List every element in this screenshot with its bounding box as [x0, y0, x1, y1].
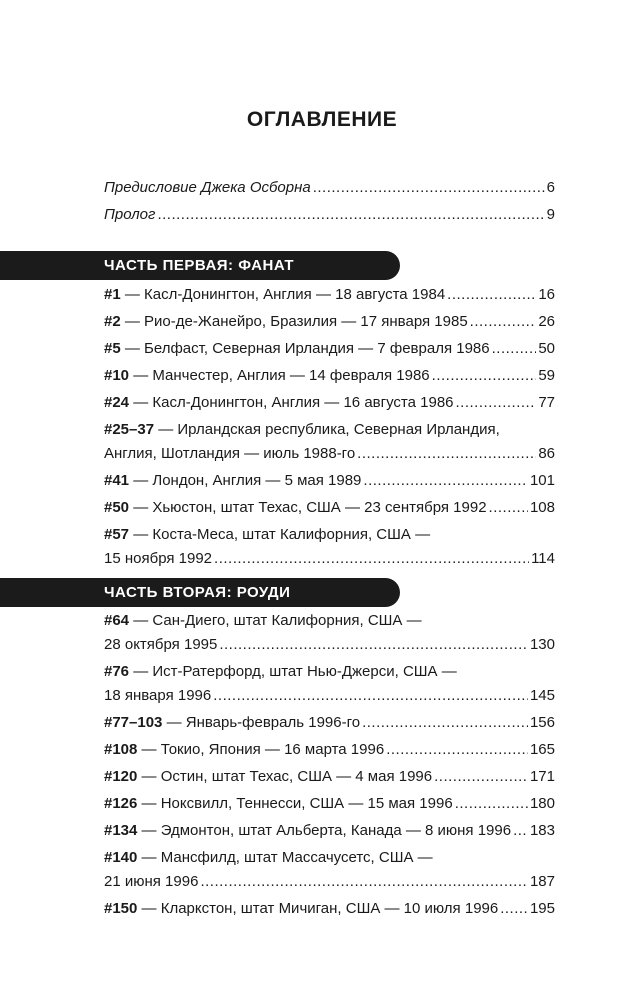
toc-entry-row	[104, 337, 555, 361]
toc-entry	[104, 897, 555, 921]
entry-title: — Лондон, Англия — 5 мая 1989	[129, 472, 362, 489]
page-number: 6	[546, 179, 555, 196]
chapter-number: #2	[104, 313, 121, 330]
toc-entry	[104, 609, 555, 657]
part-heading-bar	[0, 251, 400, 280]
toc-entry	[104, 418, 555, 466]
entry-title: — Коста-Меса, штат Калифорния, США —	[129, 526, 431, 543]
entry-title-continued: 18 января 1996	[104, 687, 212, 704]
toc-entry-row	[104, 633, 555, 657]
entry-text	[104, 496, 487, 520]
toc-entry-row	[104, 364, 555, 388]
entry-title-continued: 21 июня 1996	[104, 873, 199, 890]
dot-leader	[513, 819, 528, 843]
toc-entry-first-line	[104, 609, 555, 633]
chapter-number: #76	[104, 663, 130, 680]
part-heading: ЧАСТЬ ПЕРВАЯ: ФАНАТ	[104, 257, 295, 274]
chapter-number: #41	[104, 472, 130, 489]
entry-title-continued: Англия, Шотландия — июль 1988-го	[104, 445, 356, 462]
toc-entry-row	[104, 819, 555, 843]
toc-entry-row	[104, 765, 555, 789]
toc-entry-row	[104, 469, 555, 493]
entry-title: — Манчестер, Англия — 14 февраля 1986	[129, 367, 430, 384]
toc-entry	[104, 496, 555, 520]
toc-entry	[104, 711, 555, 735]
entry-text	[104, 711, 360, 735]
entry-title: — Рио-де-Жанейро, Бразилия — 17 января 1985	[120, 313, 468, 330]
page-number: 195	[529, 900, 555, 917]
toc-entry-row	[104, 391, 555, 415]
toc-entry	[104, 819, 555, 843]
chapter-number: #140	[104, 849, 138, 866]
entry-text	[104, 765, 432, 789]
chapter-number: #57	[104, 526, 130, 543]
chapter-number: #50	[104, 499, 130, 516]
entry-text	[104, 391, 454, 415]
chapter-number: #25–37	[104, 421, 155, 438]
toc-entry	[104, 660, 555, 708]
entry-text	[104, 310, 468, 334]
entry-text	[104, 738, 384, 762]
entry-title: — Ноксвилл, Теннесси, США — 15 мая 1996	[137, 795, 453, 812]
toc-entry-row	[104, 547, 555, 571]
entry-text	[104, 819, 511, 843]
page-number: 9	[546, 206, 555, 223]
chapter-number: #126	[104, 795, 138, 812]
toc-entry	[104, 283, 555, 307]
entry-text	[104, 897, 498, 921]
toc-entry	[104, 469, 555, 493]
page-number: 50	[538, 340, 555, 357]
toc-entry	[104, 364, 555, 388]
toc-entry-first-line	[104, 846, 555, 870]
toc-entry-row	[104, 897, 555, 921]
toc-entry	[104, 176, 555, 200]
toc-entry	[104, 310, 555, 334]
toc-entry-first-line	[104, 660, 555, 684]
entry-text	[104, 792, 453, 816]
dot-leader	[386, 738, 528, 762]
toc-entry-first-line	[104, 523, 555, 547]
chapter-number: #10	[104, 367, 130, 384]
toc-entry	[104, 765, 555, 789]
toc-entry	[104, 738, 555, 762]
toc-entry	[104, 391, 555, 415]
page-title: ОГЛАВЛЕНИЕ	[246, 108, 398, 131]
dot-leader	[432, 364, 537, 388]
page-number: 59	[538, 367, 555, 384]
chapter-number: #108	[104, 741, 138, 758]
entry-title: — Касл-Донингтон, Англия — 16 августа 1986	[129, 394, 454, 411]
page-number: 26	[538, 313, 555, 330]
chapter-number: #134	[104, 822, 138, 839]
page-number: 101	[529, 472, 555, 489]
toc-entry-row	[104, 496, 555, 520]
page-number: 171	[529, 768, 555, 785]
part-two-list	[104, 609, 555, 924]
entry-title: — Хьюстон, штат Техас, США — 23 сентября 1992	[129, 499, 487, 516]
dot-leader	[455, 792, 528, 816]
page-number: 86	[538, 445, 555, 462]
toc-entry-first-line	[104, 418, 555, 442]
dot-leader	[500, 897, 528, 921]
entry-title: — Кларкстон, штат Мичиган, США — 10 июля 1996	[137, 900, 499, 917]
toc-entry	[104, 203, 555, 227]
toc-entry-row	[104, 870, 555, 894]
page-number: 108	[529, 499, 555, 516]
entry-title: — Белфаст, Северная Ирландия — 7 февраля 1986	[120, 340, 490, 357]
toc-entry-row	[104, 176, 555, 200]
entry-title: — Ист-Ратерфорд, штат Нью-Джерси, США —	[129, 663, 457, 680]
page-number: 156	[529, 714, 555, 731]
toc-entry-row	[104, 711, 555, 735]
page-number: 183	[529, 822, 555, 839]
toc-entry	[104, 792, 555, 816]
page-number: 187	[529, 873, 555, 890]
toc-entry	[104, 337, 555, 361]
dot-leader	[362, 711, 528, 735]
dot-leader	[489, 496, 528, 520]
dot-leader	[470, 310, 537, 334]
dot-leader	[200, 870, 528, 894]
toc-entry	[104, 846, 555, 894]
toc-entry-row	[104, 310, 555, 334]
entry-title-continued: 28 октября 1995	[104, 636, 218, 653]
chapter-number: #120	[104, 768, 138, 785]
dot-leader	[456, 391, 537, 415]
toc-entry-row	[104, 792, 555, 816]
toc-entry-row	[104, 738, 555, 762]
entry-title-continued: 15 ноября 1992	[104, 550, 213, 567]
entry-title: Пролог	[104, 206, 156, 223]
page-number: 145	[529, 687, 555, 704]
front-matter-list	[104, 176, 555, 230]
part-one-list	[104, 283, 555, 574]
dot-leader	[214, 547, 529, 571]
dot-leader	[213, 684, 528, 708]
dot-leader	[313, 176, 545, 200]
entry-title: — Касл-Донингтон, Англия — 18 августа 1984	[120, 286, 446, 303]
toc-entry-row	[104, 684, 555, 708]
page-number: 130	[529, 636, 555, 653]
page-number: 77	[538, 394, 555, 411]
dot-leader	[357, 442, 536, 466]
entry-text	[104, 469, 361, 493]
entry-title: — Ирландская республика, Северная Ирландия,	[154, 421, 500, 438]
entry-title: — Токио, Япония — 16 марта 1996	[137, 741, 385, 758]
dot-leader	[447, 283, 536, 307]
toc-entry-row	[104, 203, 555, 227]
entry-title: — Сан-Диего, штат Калифорния, США —	[129, 612, 422, 629]
dot-leader	[492, 337, 537, 361]
chapter-number: #24	[104, 394, 130, 411]
toc-entry-row	[104, 442, 555, 466]
entry-text	[104, 364, 430, 388]
page-number: 114	[531, 550, 555, 567]
entry-title: — Остин, штат Техас, США — 4 мая 1996	[137, 768, 433, 785]
page-number: 165	[529, 741, 555, 758]
chapter-number: #77–103	[104, 714, 163, 731]
entry-text	[104, 283, 445, 307]
entry-text	[104, 337, 490, 361]
part-heading-bar	[0, 578, 400, 607]
dot-leader	[157, 203, 544, 227]
page-number: 180	[529, 795, 555, 812]
entry-title: Предисловие Джека Осборна	[104, 179, 311, 196]
chapter-number: #1	[104, 286, 121, 303]
entry-title: — Мансфилд, штат Массачусетс, США —	[137, 849, 433, 866]
entry-title: — Эдмонтон, штат Альберта, Канада — 8 июня 1996	[137, 822, 512, 839]
chapter-number: #150	[104, 900, 138, 917]
chapter-number: #5	[104, 340, 121, 357]
dot-leader	[363, 469, 528, 493]
part-heading: ЧАСТЬ ВТОРАЯ: РОУДИ	[104, 584, 291, 601]
toc-entry	[104, 523, 555, 571]
dot-leader	[219, 633, 528, 657]
dot-leader	[434, 765, 528, 789]
entry-title: — Январь-февраль 1996-го	[162, 714, 361, 731]
chapter-number: #64	[104, 612, 130, 629]
toc-entry-row	[104, 283, 555, 307]
page-number: 16	[538, 286, 555, 303]
